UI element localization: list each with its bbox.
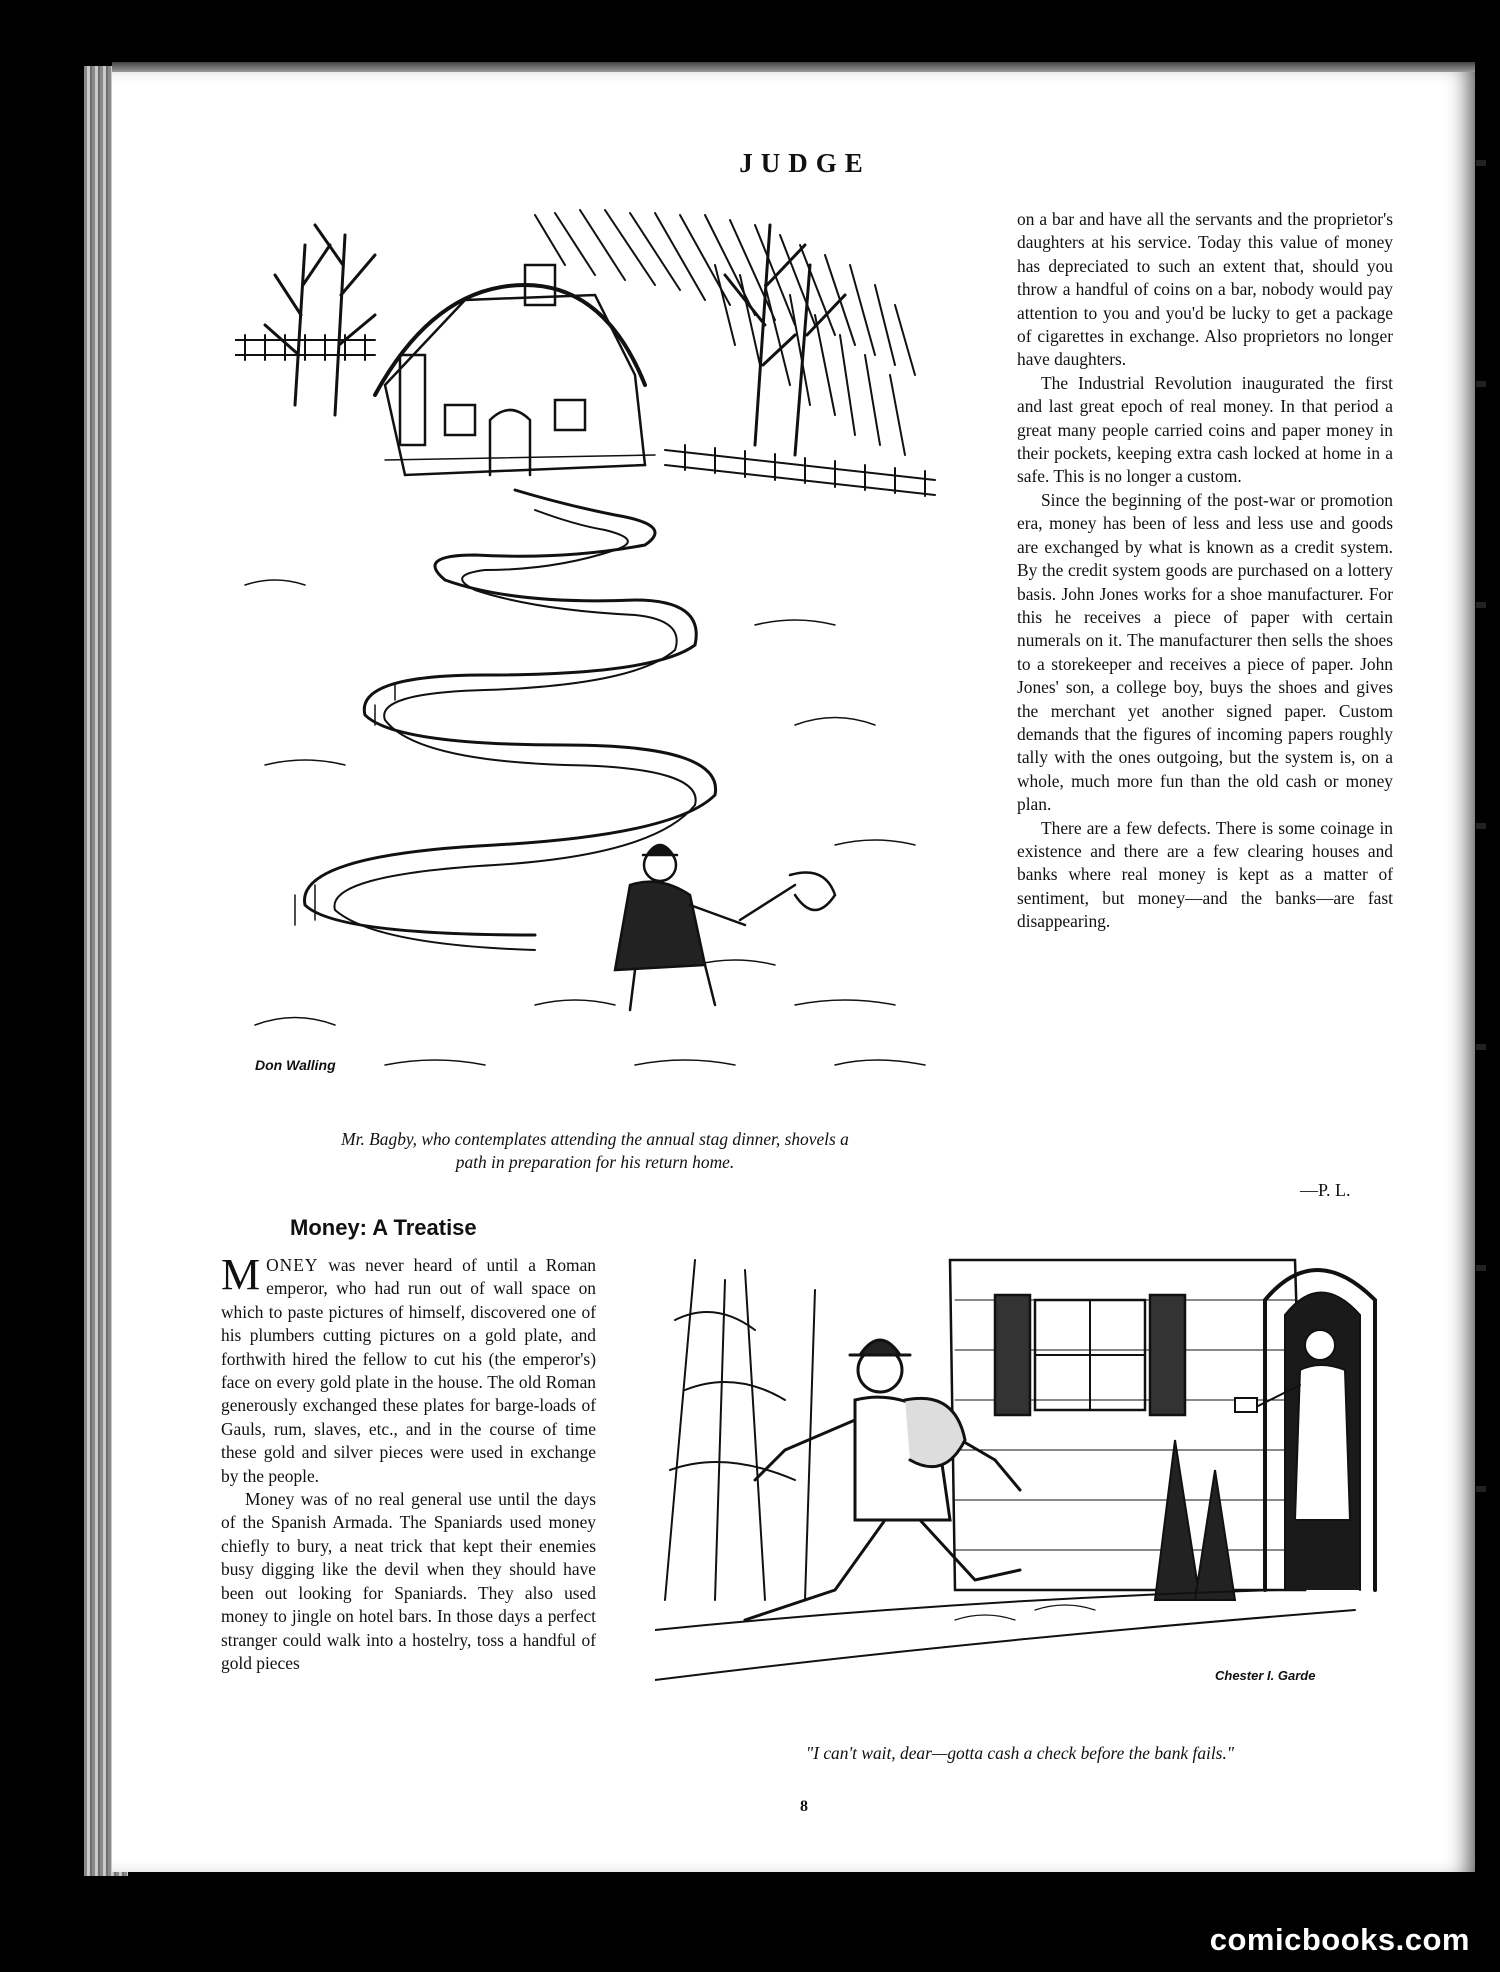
first-word: ONEY: [266, 1255, 319, 1275]
bottom-cartoon-signature: Chester I. Garde: [1215, 1668, 1316, 1683]
running-head: JUDGE: [739, 148, 871, 178]
top-cartoon-signature: Don Walling: [255, 1057, 336, 1073]
page-top-edge: [112, 62, 1475, 72]
right-paragraph: The Industrial Revolution inaugurated the first and last great epoch of real money. In that period a great many people carried coins and paper money in their pockets, keeping extra cash locked at home in a safe. This is no longer a custom.: [1017, 372, 1393, 487]
right-paragraph: on a bar and have all the servants and the proprietor's daughters at his service. Today this value of money has depreciated to such an extent that, should you throw a handful of coins on a bar, nobody would pay attention to you and you'd be lucky to get a package of cigarettes in exchange. Also proprietors no longer have daughters.: [1017, 209, 1393, 370]
top-cartoon-caption: Mr. Bagby, who contemplates attending the annual stag dinner, shovels a path in preparation for his return home.: [341, 1129, 849, 1172]
running-man-figure: [745, 1340, 1020, 1620]
bottom-cartoon-illustration: [655, 1240, 1395, 1740]
evergreen-shrubs: [1155, 1440, 1235, 1600]
trees-and-vines: [665, 1260, 815, 1600]
mr-bagby-figure: [615, 845, 835, 1010]
article-paragraph: [221, 1250, 596, 1488]
snowy-cottage: [375, 265, 655, 475]
top-cartoon-illustration: [235, 205, 965, 1105]
snow-mounds: [245, 580, 925, 1065]
author-signoff: —P. L.: [1300, 1180, 1351, 1200]
drop-cap: M: [221, 1250, 261, 1299]
right-column-text: [1017, 208, 1393, 934]
article-title: Money: A Treatise: [290, 1215, 477, 1240]
page-number: 8: [800, 1798, 808, 1815]
first-paragraph-text: was never heard of until a Roman emperor, who had run out of wall space on which to paste pictures of himself, discovered one of his plumbers cutting pictures on a gold plate, and forthwith hired the fellow to cut his (the emperor's) face on every gold plate in the house. The old Roman generously exchanged these plates for barge-loads of Gauls, rum, slaves, etc., and in the course of time these gold and silver pieces were used in exchange by the people.: [221, 1255, 596, 1486]
bottom-cartoon-caption: "I can't wait, dear—gotta cash a check before the bank fails.": [805, 1743, 1235, 1763]
walkway: [655, 1590, 1355, 1680]
right-paragraph: Since the beginning of the post-war or promotion era, money has been of less and less use and goods are exchanged by what is known as a credit system. By the credit system goods are purchased on a lottery basis. John Jones works for a shoe manufacturer. For this he receives a piece of paper with certain numerals on it. The manufacturer then sells the shoes to a storekeeper and receives a piece of paper. John Jones' son, a college boy, buys the shoes and gives the merchant yet another signed paper. Custom demands that the figures of incoming papers roughly tally with the ones outgoing, but the system is, on a whole, much more fun than the old cash or money plan.: [1017, 489, 1393, 815]
sky-hatching: [535, 210, 915, 455]
right-paragraph: There are a few defects. There is some coinage in existence and there are a few clearing houses and banks where real money is kept as a matter of sentiment, but money—and the banks—are fast disappearing.: [1017, 817, 1393, 932]
article-body: [221, 1250, 596, 1675]
article-paragraph: Money was of no real general use until the days of the Spanish Armada. The Spaniards used money chiefly to bury, a neat trick that kept their enemies busy digging like the devil when they should have been out looking for Spaniards. They also used money to jingle on hotel bars. In those days a perfect stranger could walk into a hostelry, toss a handful of gold pieces: [221, 1489, 596, 1673]
site-watermark: comicbooks.com: [1209, 1922, 1470, 1957]
binding-marks: [1476, 160, 1488, 1660]
